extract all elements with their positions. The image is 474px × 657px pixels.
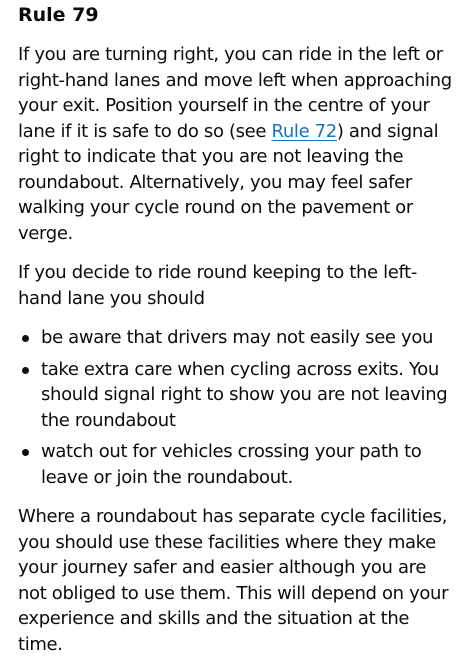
bullet-icon xyxy=(22,367,29,374)
rule-bullet-list xyxy=(18,325,458,490)
rule-page xyxy=(0,2,474,657)
list-item xyxy=(18,357,458,434)
list-item-text: be aware that drivers may not easily see you xyxy=(41,327,434,348)
list-item-text: take extra care when cycling across exits. You should signal right to show you are not leaving the roundabout xyxy=(41,358,448,431)
bullet-icon xyxy=(22,335,29,342)
list-item xyxy=(18,325,458,351)
list-item xyxy=(18,439,458,490)
rule-72-link[interactable]: Rule 72 xyxy=(271,120,337,142)
rule-paragraph-2: If you decide to ride round keeping to the left-hand lane you should xyxy=(18,262,417,309)
bullet-icon xyxy=(22,449,29,456)
list-item-text: watch out for vehicles crossing your path to leave or join the roundabout. xyxy=(41,441,422,488)
rule-paragraph-3: Where a roundabout has separate cycle facilities, you should use these facilities where they make your journey safer and easier although you are not obliged to use them. This will depend on your experience and skills and the situation at the time. xyxy=(18,506,449,655)
paragraph-1-text-start: If you are turning right, you can ride in the left or right-hand lanes and move left when approaching your exit. Position yourself in the centre of your lane if it is safe to do so (see xyxy=(18,44,452,142)
rule-paragraph-1 xyxy=(18,42,458,246)
rule-title: Rule 79 xyxy=(18,4,99,26)
paragraph-1-text-end: ) and signal right to indicate that you are not leaving the roundabout. Alternatively, you may feel safer walking your cycle round on the pavement or verge. xyxy=(18,120,439,244)
